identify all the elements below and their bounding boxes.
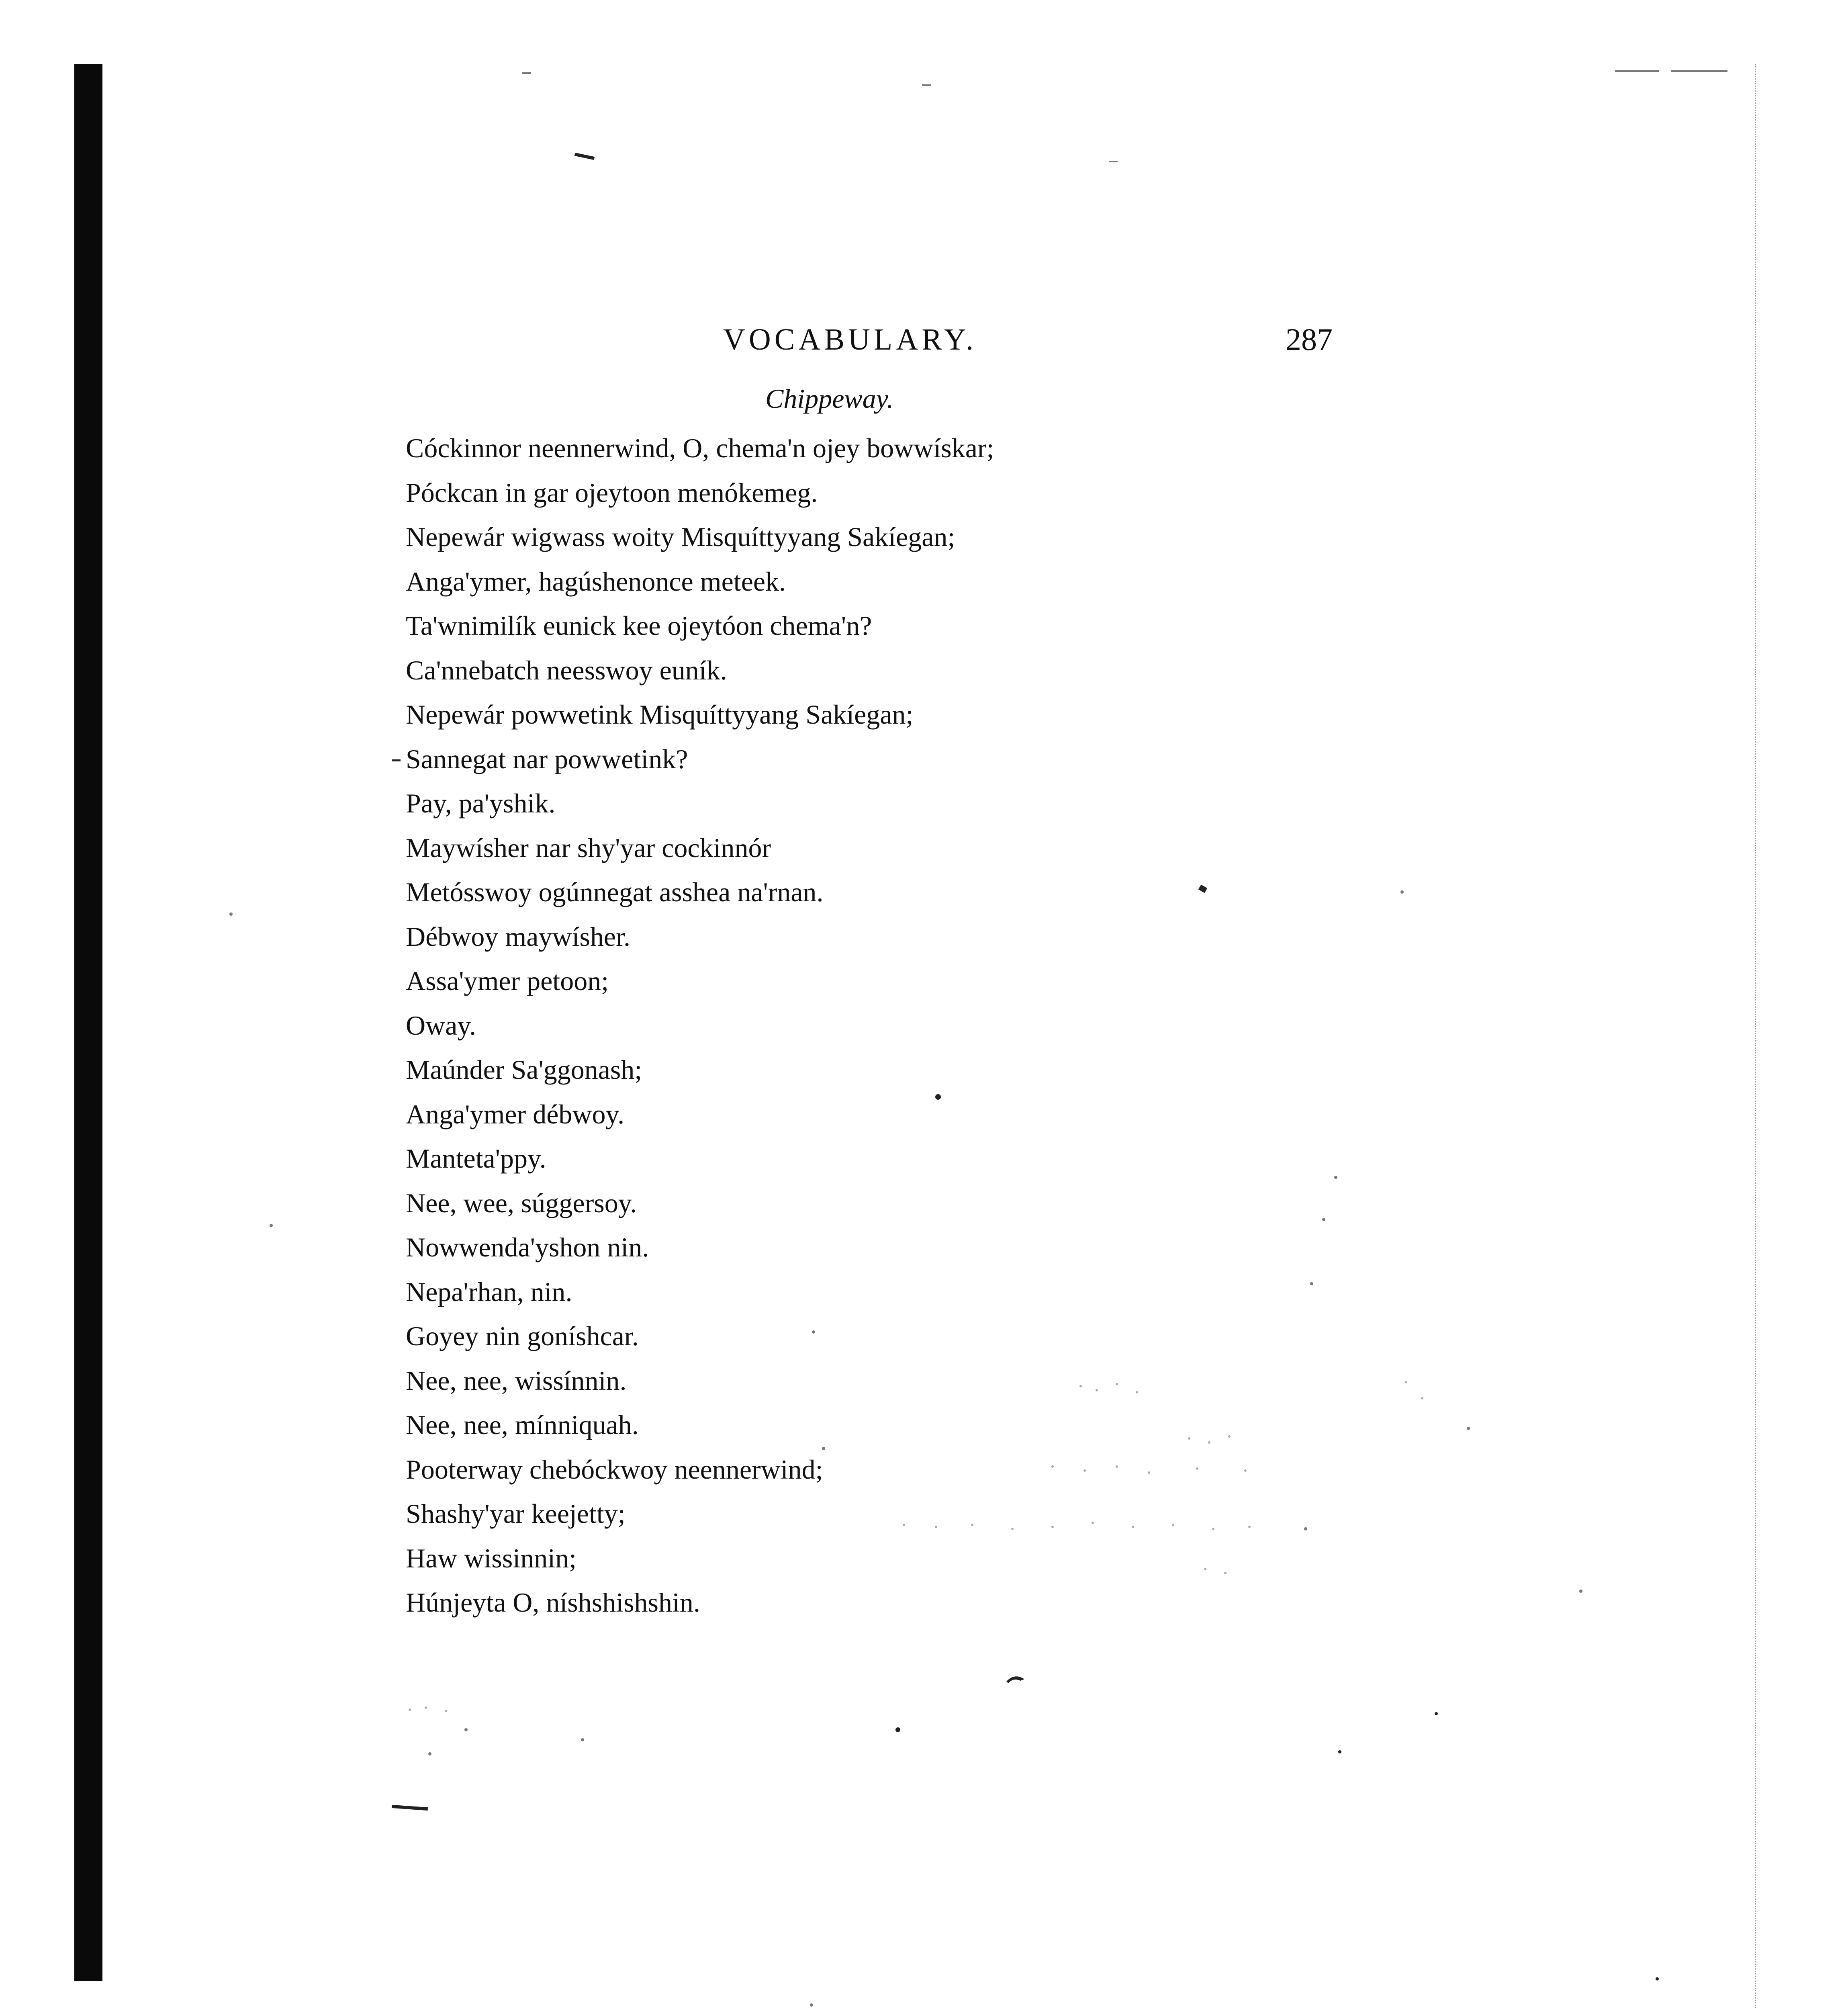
text-line: Húnjeyta O, níshshishshin. <box>406 1587 700 1618</box>
text-line: Nee, wee, súggersoy. <box>406 1187 637 1218</box>
running-title: VOCABULARY. <box>723 323 977 356</box>
text-line: Oway. <box>406 1010 476 1041</box>
text-line: Cóckinnor neennerwind, O, chema'n ojey bowwískar; <box>406 433 994 463</box>
text-line: Maúnder Sa'ggonash; <box>406 1054 642 1085</box>
text-line: Pay, pa'yshik. <box>406 788 556 818</box>
text-line: Débwoy maywísher. <box>406 921 631 952</box>
text-line: Nepewár powwetink Misquíttyyang Sakíegan; <box>406 699 914 730</box>
text-line: Maywísher nar shy'yar cockinnór <box>406 832 771 863</box>
vocabulary-lines <box>406 426 1330 1625</box>
section-heading: Chippeway. <box>765 383 894 414</box>
text-line: Assa'ymer petoon; <box>406 966 609 996</box>
text-line: Póckcan in gar ojeytoon menókemeg. <box>406 477 818 508</box>
text-line: Ca'nnebatch neesswoy euník. <box>406 655 727 685</box>
text-line: Metósswoy ogúnnegat asshea na'rnan. <box>406 877 824 907</box>
text-line: Nee, nee, wissínnin. <box>406 1365 627 1396</box>
text-line: Nee, nee, mínniquah. <box>406 1410 639 1440</box>
text-line: Goyey nin goníshcar. <box>406 1321 639 1351</box>
text-line: Nepa'rhan, nin. <box>406 1276 572 1307</box>
text-line: Nepewár wigwass woity Misquíttyyang Sakíegan; <box>406 522 955 552</box>
text-line: Anga'ymer, hagúshenonce meteek. <box>406 566 786 597</box>
text-line: Ta'wnimilík eunick kee ojeytóon chema'n? <box>406 610 872 641</box>
page-header <box>723 317 1334 366</box>
text-line: Nowwenda'yshon nin. <box>406 1232 649 1262</box>
text-line: Shashy'yar keejetty; <box>406 1498 626 1529</box>
text-line: Haw wissinnin; <box>406 1543 576 1573</box>
text-line: Sannegat nar powwetink? <box>406 743 688 774</box>
page-number: 287 <box>1286 322 1333 357</box>
text-line: Pooterway chebóckwoy neennerwind; <box>406 1454 823 1485</box>
text-line: Anga'ymer débwoy. <box>406 1099 625 1129</box>
text-line: Manteta'ppy. <box>406 1143 546 1174</box>
